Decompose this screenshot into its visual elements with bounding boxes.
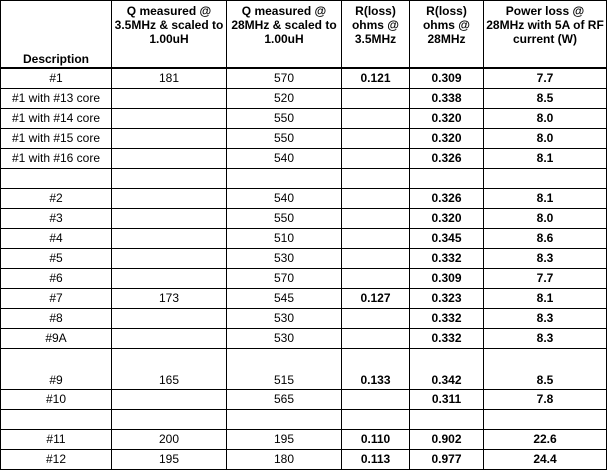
cell-rloss-3-5mhz xyxy=(342,189,410,209)
table-row xyxy=(1,269,607,289)
table-row xyxy=(1,329,607,349)
cell-rloss-3-5mhz xyxy=(342,109,410,129)
cell-q-3-5mhz xyxy=(112,149,227,169)
cell-description: #5 xyxy=(1,249,112,269)
header-row xyxy=(1,1,607,69)
table-row xyxy=(1,189,607,209)
cell-description: #9 xyxy=(1,349,112,390)
cell-description: #10 xyxy=(1,390,112,410)
cell-rloss-28mhz: 0.342 xyxy=(410,349,484,390)
cell-description: #1 with #13 core xyxy=(1,89,112,109)
cell-rloss-28mhz: 0.326 xyxy=(410,149,484,169)
table-row xyxy=(1,209,607,229)
cell-q-28mhz: 565 xyxy=(227,390,342,410)
cell-q-3-5mhz xyxy=(112,189,227,209)
cell-power-loss: 8.3 xyxy=(484,309,607,329)
cell-q-28mhz xyxy=(227,169,342,189)
cell-rloss-28mhz: 0.320 xyxy=(410,109,484,129)
cell-q-3-5mhz xyxy=(112,109,227,129)
table-row xyxy=(1,349,607,390)
cell-power-loss: 8.3 xyxy=(484,249,607,269)
cell-rloss-3-5mhz xyxy=(342,89,410,109)
cell-rloss-28mhz: 0.311 xyxy=(410,390,484,410)
cell-rloss-28mhz: 0.977 xyxy=(410,450,484,470)
cell-rloss-3-5mhz xyxy=(342,169,410,189)
cell-rloss-28mhz: 0.332 xyxy=(410,309,484,329)
header-q-28mhz: Q measured @ 28MHz & scaled to 1.00uH xyxy=(227,1,342,69)
cell-power-loss: 8.0 xyxy=(484,109,607,129)
cell-power-loss xyxy=(484,169,607,189)
cell-q-28mhz: 195 xyxy=(227,430,342,450)
cell-power-loss: 22.6 xyxy=(484,430,607,450)
table-spacer-row xyxy=(1,410,607,430)
cell-power-loss: 8.1 xyxy=(484,289,607,309)
table-row xyxy=(1,229,607,249)
cell-q-3-5mhz: 181 xyxy=(112,68,227,89)
cell-q-28mhz: 545 xyxy=(227,289,342,309)
cell-q-3-5mhz xyxy=(112,309,227,329)
cell-power-loss: 7.7 xyxy=(484,269,607,289)
cell-rloss-28mhz: 0.332 xyxy=(410,249,484,269)
cell-q-3-5mhz xyxy=(112,410,227,430)
cell-description: #1 with #16 core xyxy=(1,149,112,169)
cell-q-3-5mhz xyxy=(112,89,227,109)
table-row xyxy=(1,289,607,309)
cell-q-28mhz: 530 xyxy=(227,309,342,329)
cell-description: #11 xyxy=(1,430,112,450)
cell-rloss-28mhz: 0.332 xyxy=(410,329,484,349)
cell-rloss-3-5mhz xyxy=(342,129,410,149)
cell-q-3-5mhz: 173 xyxy=(112,289,227,309)
cell-power-loss: 24.4 xyxy=(484,450,607,470)
cell-q-3-5mhz xyxy=(112,249,227,269)
cell-power-loss: 8.5 xyxy=(484,349,607,390)
cell-rloss-3-5mhz xyxy=(342,249,410,269)
cell-rloss-28mhz: 0.902 xyxy=(410,430,484,450)
cell-description: #2 xyxy=(1,189,112,209)
cell-description: #1 with #15 core xyxy=(1,129,112,149)
cell-description: #9A xyxy=(1,329,112,349)
table-row xyxy=(1,309,607,329)
table-row xyxy=(1,149,607,169)
table-spacer-row xyxy=(1,169,607,189)
cell-description: #6 xyxy=(1,269,112,289)
table-row xyxy=(1,89,607,109)
cell-rloss-28mhz: 0.323 xyxy=(410,289,484,309)
cell-rloss-3-5mhz xyxy=(342,269,410,289)
cell-rloss-3-5mhz xyxy=(342,410,410,430)
cell-power-loss: 8.1 xyxy=(484,189,607,209)
cell-rloss-3-5mhz: 0.121 xyxy=(342,68,410,89)
table-row xyxy=(1,430,607,450)
cell-rloss-28mhz: 0.320 xyxy=(410,129,484,149)
cell-q-3-5mhz xyxy=(112,209,227,229)
header-q-3-5mhz: Q measured @ 3.5MHz & scaled to 1.00uH xyxy=(112,1,227,69)
cell-power-loss: 8.0 xyxy=(484,209,607,229)
cell-rloss-28mhz: 0.309 xyxy=(410,68,484,89)
cell-q-3-5mhz xyxy=(112,129,227,149)
cell-q-28mhz: 570 xyxy=(227,68,342,89)
cell-rloss-3-5mhz: 0.127 xyxy=(342,289,410,309)
cell-rloss-3-5mhz xyxy=(342,329,410,349)
cell-description: #3 xyxy=(1,209,112,229)
table-body xyxy=(1,68,607,470)
header-rloss-3-5mhz: R(loss) ohms @ 3.5MHz xyxy=(342,1,410,69)
cell-rloss-28mhz: 0.320 xyxy=(410,209,484,229)
table-row xyxy=(1,129,607,149)
table-row xyxy=(1,109,607,129)
cell-q-28mhz: 540 xyxy=(227,189,342,209)
cell-power-loss: 8.1 xyxy=(484,149,607,169)
cell-rloss-3-5mhz xyxy=(342,209,410,229)
cell-power-loss: 8.3 xyxy=(484,329,607,349)
cell-power-loss: 7.8 xyxy=(484,390,607,410)
cell-q-3-5mhz: 195 xyxy=(112,450,227,470)
cell-rloss-28mhz: 0.326 xyxy=(410,189,484,209)
cell-description: #1 xyxy=(1,68,112,89)
cell-description: #4 xyxy=(1,229,112,249)
cell-q-28mhz: 520 xyxy=(227,89,342,109)
cell-q-28mhz: 540 xyxy=(227,149,342,169)
table-row xyxy=(1,249,607,269)
cell-rloss-3-5mhz: 0.110 xyxy=(342,430,410,450)
cell-description: #8 xyxy=(1,309,112,329)
cell-q-28mhz: 180 xyxy=(227,450,342,470)
header-description: Description xyxy=(1,1,112,69)
table-row xyxy=(1,450,607,470)
cell-rloss-28mhz: 0.338 xyxy=(410,89,484,109)
cell-q-28mhz: 510 xyxy=(227,229,342,249)
cell-rloss-28mhz xyxy=(410,410,484,430)
header-rloss-28mhz: R(loss) ohms @ 28MHz xyxy=(410,1,484,69)
cell-q-28mhz: 515 xyxy=(227,349,342,390)
cell-rloss-3-5mhz xyxy=(342,390,410,410)
cell-q-3-5mhz xyxy=(112,229,227,249)
cell-q-3-5mhz xyxy=(112,390,227,410)
cell-q-28mhz: 530 xyxy=(227,329,342,349)
cell-rloss-3-5mhz xyxy=(342,149,410,169)
cell-q-3-5mhz xyxy=(112,329,227,349)
cell-rloss-3-5mhz: 0.113 xyxy=(342,450,410,470)
cell-q-28mhz: 550 xyxy=(227,209,342,229)
cell-rloss-28mhz: 0.345 xyxy=(410,229,484,249)
cell-description: #1 with #14 core xyxy=(1,109,112,129)
cell-description xyxy=(1,410,112,430)
cell-rloss-3-5mhz xyxy=(342,229,410,249)
cell-power-loss: 8.0 xyxy=(484,129,607,149)
cell-q-3-5mhz: 200 xyxy=(112,430,227,450)
cell-power-loss: 7.7 xyxy=(484,68,607,89)
cell-description: #7 xyxy=(1,289,112,309)
cell-power-loss xyxy=(484,410,607,430)
cell-description: #12 xyxy=(1,450,112,470)
table-row xyxy=(1,68,607,89)
header-power-loss: Power loss @ 28MHz with 5A of RF current (W) xyxy=(484,1,607,69)
cell-q-28mhz: 530 xyxy=(227,249,342,269)
cell-description xyxy=(1,169,112,189)
cell-q-28mhz: 550 xyxy=(227,129,342,149)
cell-rloss-28mhz: 0.309 xyxy=(410,269,484,289)
cell-rloss-3-5mhz: 0.133 xyxy=(342,349,410,390)
table-row xyxy=(1,390,607,410)
cell-q-28mhz xyxy=(227,410,342,430)
cell-q-3-5mhz xyxy=(112,169,227,189)
cell-q-28mhz: 570 xyxy=(227,269,342,289)
cell-q-3-5mhz: 165 xyxy=(112,349,227,390)
cell-rloss-28mhz xyxy=(410,169,484,189)
cell-q-3-5mhz xyxy=(112,269,227,289)
cell-power-loss: 8.5 xyxy=(484,89,607,109)
cell-q-28mhz: 550 xyxy=(227,109,342,129)
cell-rloss-3-5mhz xyxy=(342,309,410,329)
cell-power-loss: 8.6 xyxy=(484,229,607,249)
